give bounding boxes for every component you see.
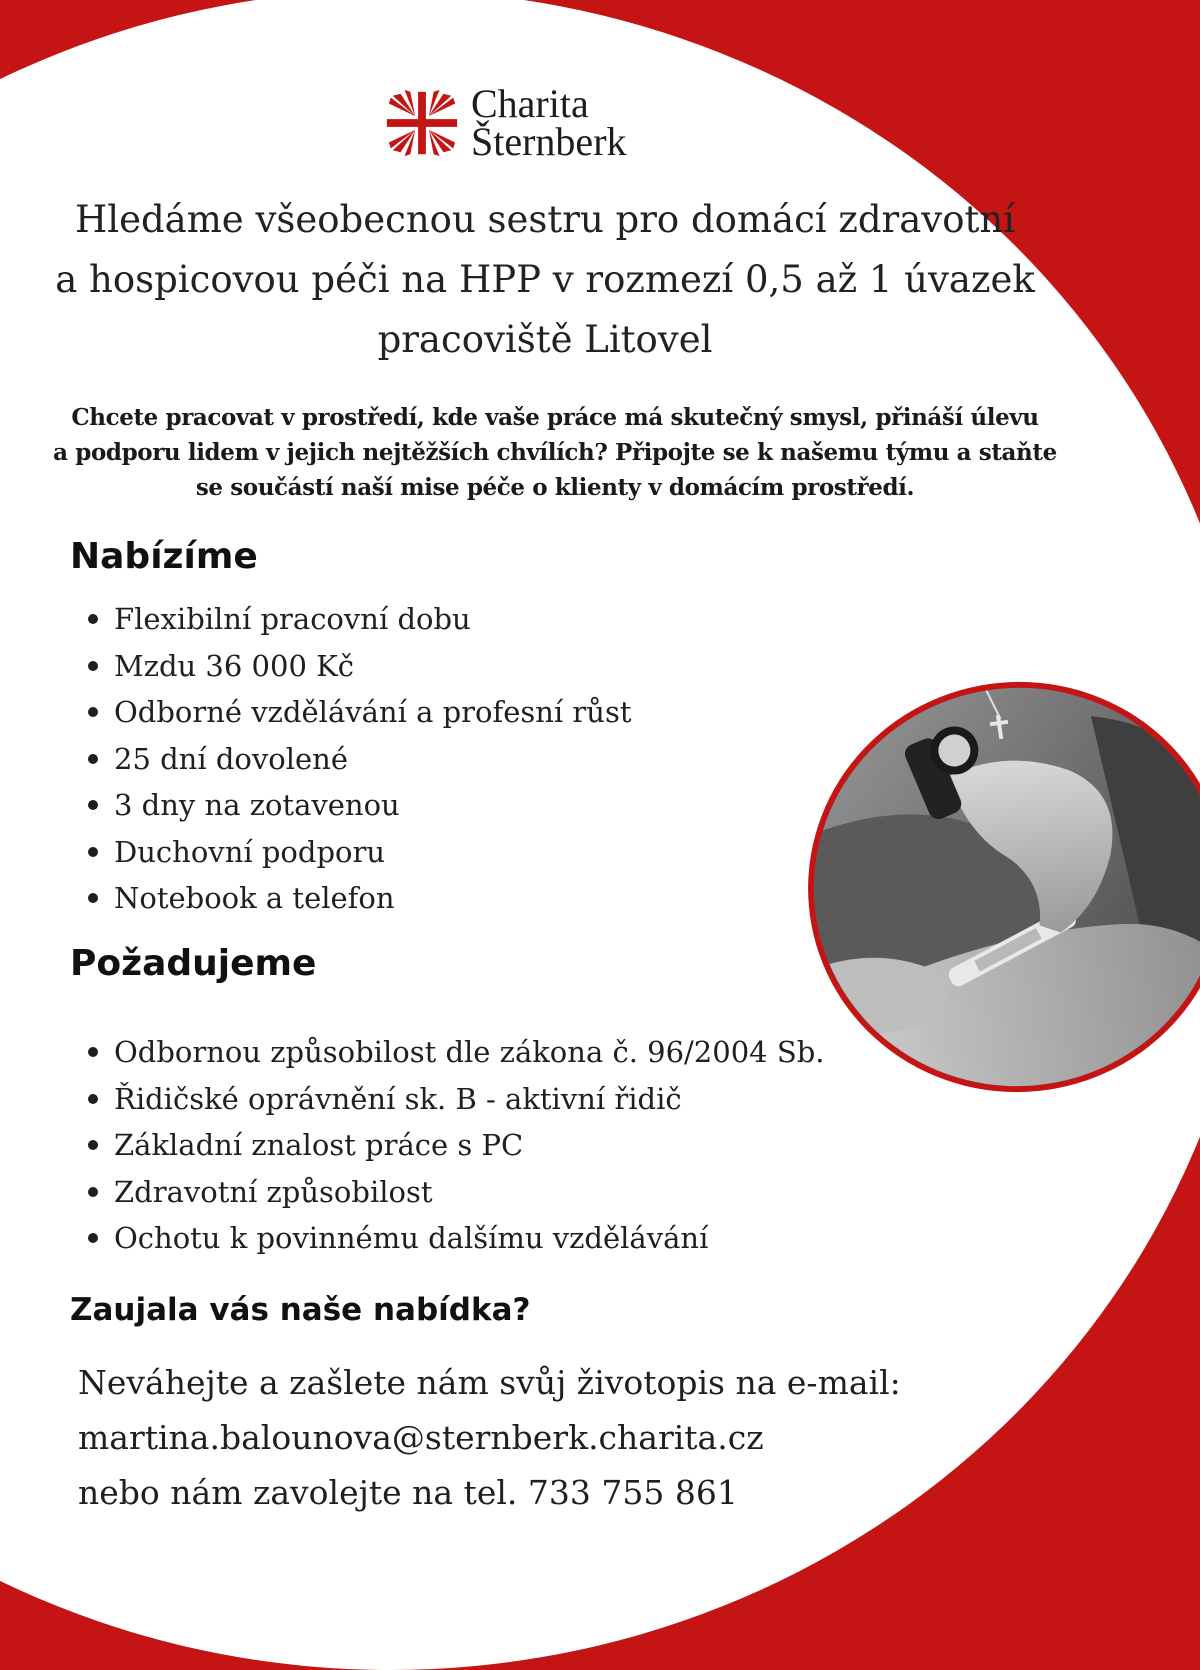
bullet-icon: [88, 1233, 98, 1243]
contact-heading: Zaujala vás naše nabídka?: [70, 1292, 531, 1328]
list-item: [88, 1169, 824, 1216]
intro-line-2: a podporu lidem v jejich nejtěžších chvílích? Připojte se k našemu týmu a staňte: [53, 439, 1057, 466]
requirement-item-text: Zdravotní způsobilost: [114, 1174, 433, 1209]
intro-paragraph: [20, 400, 1090, 505]
bullet-icon: [88, 1094, 98, 1104]
bullet-icon: [88, 1187, 98, 1197]
offer-item-text: Notebook a telefon: [114, 881, 395, 915]
contact-phone: nebo nám zavolejte na tel. 733 755 861: [78, 1473, 738, 1512]
requirement-item-text: Ochotu k povinnému dalšímu vzdělávání: [114, 1221, 709, 1255]
bullet-icon: [88, 893, 98, 903]
list-item: [88, 1122, 824, 1169]
offer-heading: Nabízíme: [70, 536, 258, 577]
contact-block: [78, 1355, 901, 1520]
logo-wordmark: [471, 81, 627, 164]
list-item: [88, 736, 632, 783]
list-item: [88, 782, 632, 829]
headline-line-3: pracoviště Litovel: [377, 318, 713, 361]
contact-line-1: Neváhejte a zašlete nám svůj životopis na e-mail:: [78, 1363, 901, 1402]
headline-line-2: a hospicovou péči na HPP v rozmezí 0,5 až 1 úvazek: [55, 258, 1035, 301]
list-item: [88, 643, 632, 690]
job-headline: [20, 190, 1070, 370]
bullet-icon: [88, 1140, 98, 1150]
offer-list: [88, 596, 632, 922]
headline-line-1: Hledáme všeobecnou sestru pro domácí zdravotní: [74, 198, 1016, 241]
list-item: [88, 596, 632, 643]
requirement-item-text: Základní znalost práce s PC: [114, 1128, 524, 1162]
bullet-icon: [88, 847, 98, 857]
logo-line-2: Šternberk: [471, 119, 627, 164]
list-item: [88, 875, 632, 922]
bullet-icon: [88, 661, 98, 671]
offer-item-text: Odborné vzdělávání a profesní růst: [114, 695, 632, 729]
offer-item-text: 25 dní dovolené: [114, 741, 348, 776]
requirement-item-text: Řidičské oprávnění sk. B - aktivní řidič: [114, 1081, 682, 1116]
list-item: [88, 1215, 824, 1262]
bullet-icon: [88, 707, 98, 717]
offer-item-text: Duchovní podporu: [114, 834, 386, 869]
list-item: [88, 829, 632, 876]
requirements-heading: Požadujeme: [70, 943, 317, 984]
intro-line-1: Chcete pracovat v prostředí, kde vaše práce má skutečný smysl, přináší úlevu: [71, 404, 1039, 431]
list-item: [88, 1029, 824, 1076]
caritas-cross-icon: [383, 84, 461, 162]
bullet-icon: [88, 754, 98, 764]
requirements-list: [88, 1029, 824, 1262]
offer-item-text: Flexibilní pracovní dobu: [114, 602, 471, 636]
bullet-icon: [88, 800, 98, 810]
bullet-icon: [88, 614, 98, 624]
offer-item-text: Mzdu 36 000 Kč: [114, 648, 355, 683]
charita-logo: [383, 81, 627, 164]
list-item: [88, 689, 632, 736]
list-item: [88, 1076, 824, 1123]
intro-line-3: se součástí naší mise péče o klienty v domácím prostředí.: [195, 474, 915, 501]
offer-item-text: 3 dny na zotavenou: [114, 788, 400, 822]
logo-line-1: Charita: [471, 81, 589, 126]
bullet-icon: [88, 1047, 98, 1057]
contact-email[interactable]: martina.balounova@sternberk.charita.cz: [78, 1418, 764, 1457]
requirement-item-text: Odbornou způsobilost dle zákona č. 96/2004 Sb.: [114, 1035, 825, 1069]
